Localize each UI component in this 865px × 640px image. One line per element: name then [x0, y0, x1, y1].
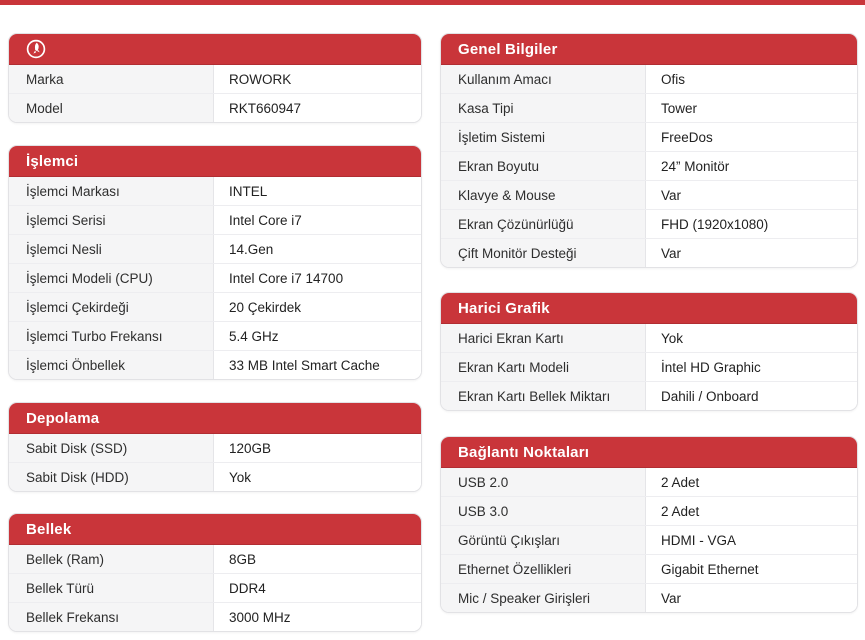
spec-label: Bellek (Ram)	[9, 545, 214, 573]
spec-label: İşlemci Turbo Frekansı	[9, 322, 214, 350]
table-row	[441, 65, 857, 94]
spec-value: 5.4 GHz	[214, 322, 421, 350]
table-row	[9, 293, 421, 322]
spec-value: Yok	[214, 463, 421, 491]
spec-label: Çift Monitör Desteği	[441, 239, 646, 267]
table-row	[9, 94, 421, 122]
spec-label: Sabit Disk (HDD)	[9, 463, 214, 491]
table-row	[441, 584, 857, 612]
external-graphics-table-header	[441, 293, 857, 324]
table-row	[9, 235, 421, 264]
spec-value: 2 Adet	[646, 468, 857, 496]
table-row	[441, 210, 857, 239]
spec-value: İntel HD Graphic	[646, 353, 857, 381]
section-title: Depolama	[26, 409, 100, 427]
spec-value: 20 Çekirdek	[214, 293, 421, 321]
spec-label: Görüntü Çıkışları	[441, 526, 646, 554]
spec-label: İşlemci Çekirdeği	[9, 293, 214, 321]
cpu-table	[8, 145, 422, 380]
spec-label: Bellek Frekansı	[9, 603, 214, 631]
spec-label: Harici Ekran Kartı	[441, 324, 646, 352]
table-row	[9, 434, 421, 463]
external-graphics-table	[440, 292, 858, 411]
table-row	[441, 555, 857, 584]
spec-value: FreeDos	[646, 123, 857, 151]
spec-label: Klavye & Mouse	[441, 181, 646, 209]
spec-value: 14.Gen	[214, 235, 421, 263]
ports-table	[440, 436, 858, 613]
spec-value: Intel Core i7	[214, 206, 421, 234]
table-row	[441, 324, 857, 353]
spec-value: HDMI - VGA	[646, 526, 857, 554]
spec-label: Mic / Speaker Girişleri	[441, 584, 646, 612]
spec-label: Ekran Çözünürlüğü	[441, 210, 646, 238]
left-column	[8, 33, 422, 632]
rocket-badge-icon	[26, 39, 46, 59]
cpu-table-header	[9, 146, 421, 177]
brand-table	[8, 33, 422, 123]
storage-table-header	[9, 403, 421, 434]
page-top-accent-bar	[0, 0, 865, 5]
storage-table	[8, 402, 422, 492]
section-title: İşlemci	[26, 152, 79, 170]
table-row	[441, 526, 857, 555]
table-row	[9, 322, 421, 351]
table-row	[441, 497, 857, 526]
spec-label: İşlemci Serisi	[9, 206, 214, 234]
spec-label: Ethernet Özellikleri	[441, 555, 646, 583]
table-row	[9, 463, 421, 491]
spec-label: Kasa Tipi	[441, 94, 646, 122]
spec-label: Model	[9, 94, 214, 122]
spec-label: Marka	[9, 65, 214, 93]
spec-value: Intel Core i7 14700	[214, 264, 421, 292]
spec-label: USB 2.0	[441, 468, 646, 496]
table-row	[441, 353, 857, 382]
table-row	[441, 382, 857, 410]
spec-value: 3000 MHz	[214, 603, 421, 631]
section-title: Harici Grafik	[458, 299, 550, 317]
table-row	[9, 351, 421, 379]
spec-label: İşletim Sistemi	[441, 123, 646, 151]
section-title: Bellek	[26, 520, 72, 538]
table-row	[9, 264, 421, 293]
spec-value: INTEL	[214, 177, 421, 205]
spec-value: Var	[646, 584, 857, 612]
spec-value: Dahili / Onboard	[646, 382, 857, 410]
spec-sheet	[8, 33, 858, 632]
spec-value: 120GB	[214, 434, 421, 462]
spec-label: Ekran Kartı Bellek Miktarı	[441, 382, 646, 410]
spec-value: DDR4	[214, 574, 421, 602]
spec-value: 2 Adet	[646, 497, 857, 525]
section-title: Bağlantı Noktaları	[458, 443, 590, 461]
spec-value: FHD (1920x1080)	[646, 210, 857, 238]
spec-label: İşlemci Nesli	[9, 235, 214, 263]
spec-value: Var	[646, 239, 857, 267]
table-row	[441, 94, 857, 123]
spec-value: Gigabit Ethernet	[646, 555, 857, 583]
table-row	[441, 123, 857, 152]
table-row	[9, 603, 421, 631]
table-row	[441, 468, 857, 497]
section-title: Genel Bilgiler	[458, 40, 558, 58]
table-row	[441, 181, 857, 210]
brand-table-header	[9, 34, 421, 65]
spec-value: Ofis	[646, 65, 857, 93]
spec-value: RKT660947	[214, 94, 421, 122]
spec-label: Ekran Kartı Modeli	[441, 353, 646, 381]
memory-table-header	[9, 514, 421, 545]
spec-value: Yok	[646, 324, 857, 352]
spec-label: Bellek Türü	[9, 574, 214, 602]
table-row	[9, 177, 421, 206]
table-row	[9, 65, 421, 94]
table-row	[441, 152, 857, 181]
spec-label: İşlemci Markası	[9, 177, 214, 205]
spec-value: 24” Monitör	[646, 152, 857, 180]
table-row	[9, 574, 421, 603]
spec-label: Sabit Disk (SSD)	[9, 434, 214, 462]
ports-table-header	[441, 437, 857, 468]
general-info-table	[440, 33, 858, 268]
spec-value: Var	[646, 181, 857, 209]
table-row	[441, 239, 857, 267]
right-column	[440, 33, 858, 613]
spec-value: 33 MB Intel Smart Cache	[214, 351, 421, 379]
spec-value: 8GB	[214, 545, 421, 573]
table-row	[9, 545, 421, 574]
spec-value: Tower	[646, 94, 857, 122]
spec-label: İşlemci Önbellek	[9, 351, 214, 379]
spec-label: İşlemci Modeli (CPU)	[9, 264, 214, 292]
memory-table	[8, 513, 422, 632]
spec-value: ROWORK	[214, 65, 421, 93]
table-row	[9, 206, 421, 235]
spec-label: Kullanım Amacı	[441, 65, 646, 93]
general-info-table-header	[441, 34, 857, 65]
spec-label: USB 3.0	[441, 497, 646, 525]
spec-label: Ekran Boyutu	[441, 152, 646, 180]
